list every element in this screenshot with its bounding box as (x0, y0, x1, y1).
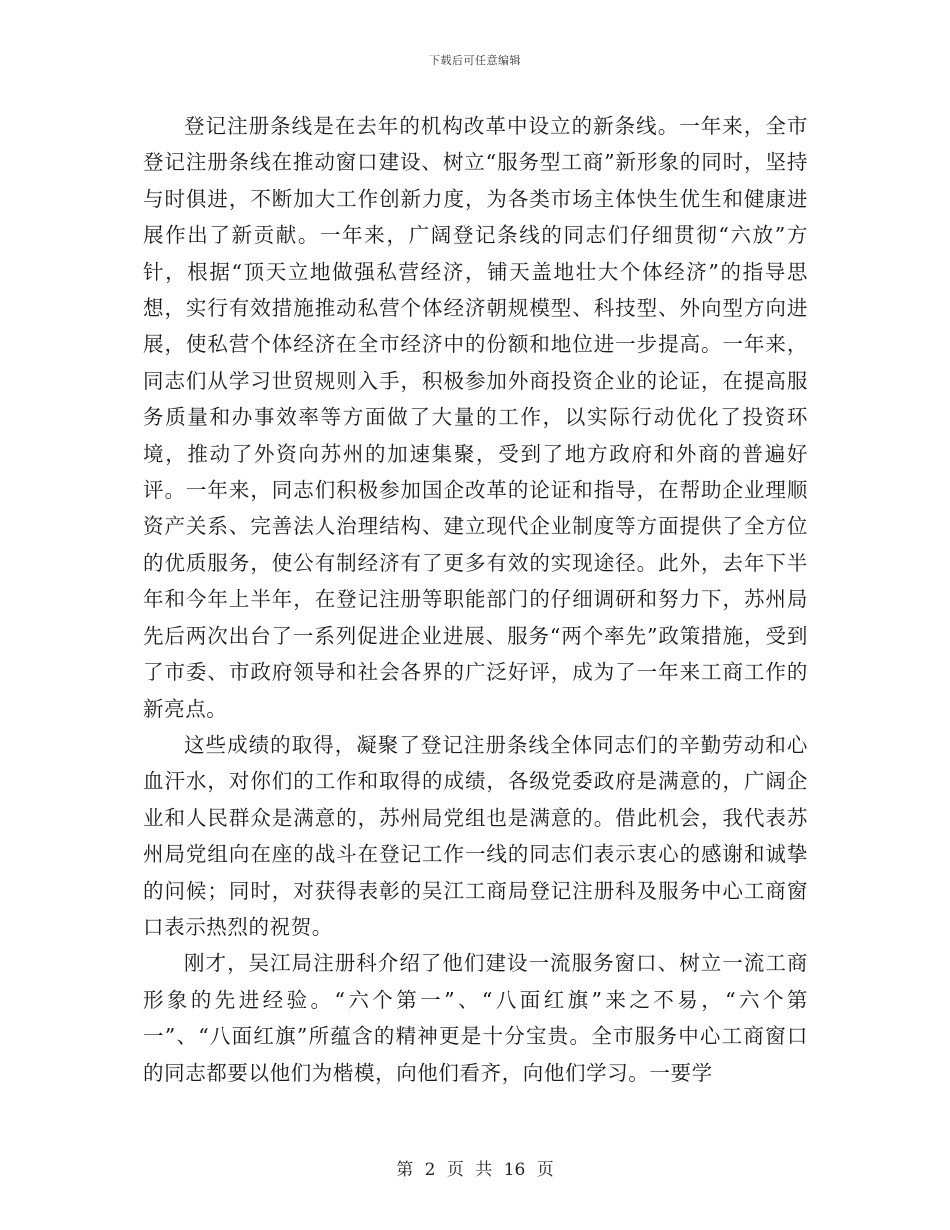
page-header: 下载后可任意编辑 (429, 54, 521, 67)
page-number: 第 2 页 共 16 页 (396, 1160, 554, 1180)
paragraph: 这些成绩的取得，凝聚了登记注册条线全体同志们的辛勤劳动和心血汗水，对你们的工作和取得的成绩，各级党委政府是满意的，广阔企业和人民群众是满意的，苏州局党组也是满意的。借此机会，我代表苏州局党组向在座的战斗在登记工作一线的同志们表示衷心的感谢和诚挚的问候；同时，对获得表彰的吴江工商局登记注册科及服务中心工商窗口表示热烈的祝贺。 (143, 732, 808, 939)
paragraph: 刚才，吴江局注册科介绍了他们建设一流服务窗口、树立一流工商形象的先进经验。“六个第一”、“八面红旗”来之不易，“六个第一”、“八面红旗”所蕴含的精神更是十分宝贵。全市服务中心工商窗口的同志都要以他们为楷模，向他们看齐，向他们学习。一要学 (143, 951, 808, 1085)
paragraph: 登记注册条线是在去年的机构改革中设立的新条线。一年来，全市登记注册条线在推动窗口建设、树立“服务型工商”新形象的同时，坚持与时俱进，不断加大工作创新力度，为各类市场主体快生优生和健康进展作出了新贡献。一年来，广阔登记条线的同志们仔细贯彻“六放”方针，根据“顶天立地做强私营经济，铺天盖地壮大个体经济”的指导思想，实行有效措施推动私营个体经济朝规模型、科技型、外向型方向进展，使私营个体经济在全市经济中的份额和地位进一步提高。一年来，同志们从学习世贸规则入手，积极参加外商投资企业的论证，在提高服务质量和办事效率等方面做了大量的工作，以实际行动优化了投资环境，推动了外资向苏州的加速集聚，受到了地方政府和外商的普遍好评。一年来，同志们积极参加国企改革的论证和指导，在帮助企业理顺资产关系、完善法人治理结构、建立现代企业制度等方面提供了全方位的优质服务，使公有制经济有了更多有效的实现途径。此外，去年下半年和今年上半年，在登记注册等职能部门的仔细调研和努力下，苏州局先后两次出台了一系列促进企业进展、服务“两个率先”政策措施，受到了市委、市政府领导和社会各界的广泛好评，成为了一年来工商工作的新亮点。 (143, 114, 808, 721)
document-body (143, 108, 808, 1091)
